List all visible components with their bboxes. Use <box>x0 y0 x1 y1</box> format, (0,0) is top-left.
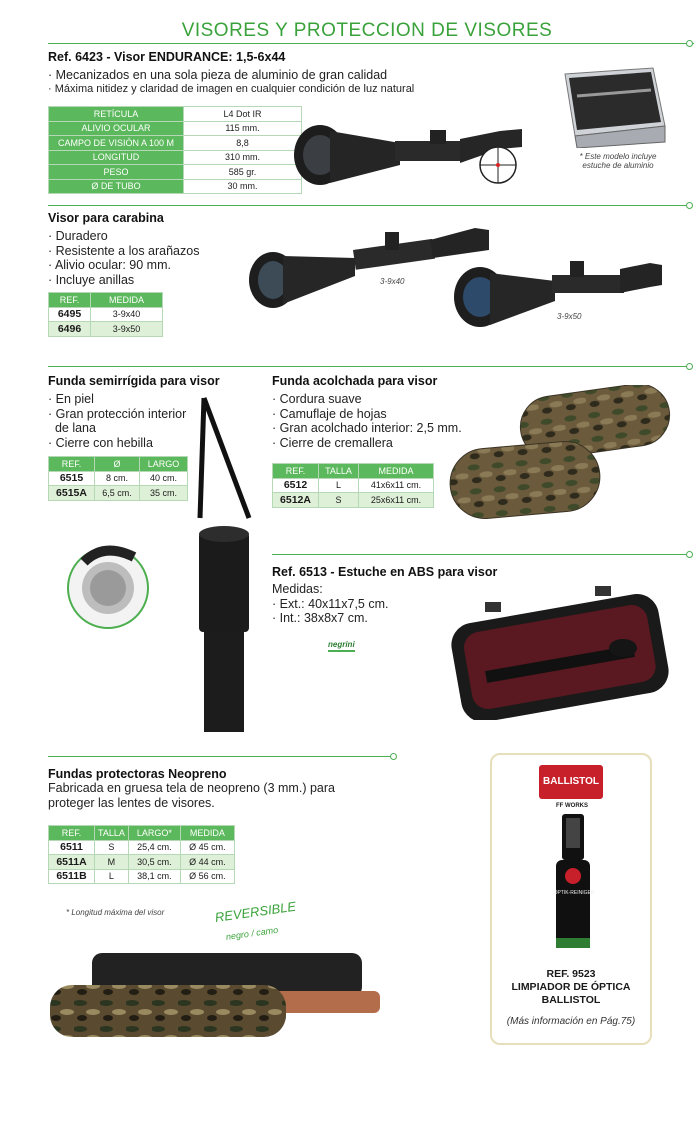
spec-value: 310 mm. <box>184 150 302 165</box>
spec-key: ALIVIO OCULAR <box>49 121 184 136</box>
cell-ref: 6515 <box>49 471 95 486</box>
section-abs-heading: Ref. 6513 - Estuche en ABS para visor <box>272 565 498 579</box>
col-header: REF. <box>49 826 95 841</box>
divider-dot <box>686 40 693 47</box>
bullet: · Máxima nitidez y claridad de imagen en cualquier condición de luz natural <box>48 82 415 95</box>
leather-case-image <box>64 392 264 742</box>
cell: 35 cm. <box>140 486 188 501</box>
col-header: MEDIDA <box>359 464 434 479</box>
cell-ref: 6496 <box>49 322 91 337</box>
cell: 25,4 cm. <box>128 840 180 855</box>
cell: Ø 56 cm. <box>180 869 234 884</box>
spec-value: 115 mm. <box>184 121 302 136</box>
spec-key: Ø DE TUBO <box>49 179 184 194</box>
table-row <box>273 493 434 508</box>
table-row <box>49 165 302 180</box>
bullet: · En piel <box>48 392 94 406</box>
table-row <box>49 150 302 165</box>
section-carabina-bullets <box>48 229 199 287</box>
spec-value: 585 gr. <box>184 165 302 180</box>
bullet: · Duradero <box>48 229 108 243</box>
cell-ref: 6511 <box>49 840 95 855</box>
bullet: · Camuflaje de hojas <box>272 406 387 421</box>
carabina-table <box>48 292 163 337</box>
spec-value: 30 mm. <box>184 179 302 194</box>
col-header: REF. <box>49 457 95 472</box>
cell-ref: 6512 <box>273 478 319 493</box>
cell-ref: 6511A <box>49 855 95 870</box>
section-divider <box>48 205 688 206</box>
col-header: Ø <box>95 457 140 472</box>
bullet: · Cierre con hebilla <box>48 435 153 450</box>
spec-value: 8,8 <box>184 136 302 151</box>
section-abs-bullets <box>272 582 388 626</box>
col-header: REF. <box>49 293 91 308</box>
reversible-label: REVERSIBLE <box>213 898 297 925</box>
col-header: LARGO <box>140 457 188 472</box>
table-row <box>49 869 235 884</box>
cell: 8 cm. <box>95 471 140 486</box>
divider-dot <box>686 202 693 209</box>
section-divider <box>48 366 688 367</box>
spec-key: LONGITUD <box>49 150 184 165</box>
cell: L <box>319 478 359 493</box>
cell: 41x6x11 cm. <box>359 478 434 493</box>
bullet: de lana <box>48 421 96 436</box>
cell: 3-9x50 <box>91 322 163 337</box>
neoprene-cover-image <box>48 945 388 1045</box>
divider-dot <box>686 551 693 558</box>
section-endurance-bullets <box>48 68 414 96</box>
ballistol-logo: BALLISTOL <box>539 765 603 799</box>
negrini-logo: negrini <box>328 640 355 652</box>
table-row <box>49 107 302 122</box>
title-divider <box>48 43 694 44</box>
endurance-scope-image <box>290 105 530 195</box>
section-neopreno-text <box>48 781 335 810</box>
section-carabina-heading: Visor para carabina <box>48 211 164 225</box>
spec-key: RETÍCULA <box>49 107 184 122</box>
cell: 40 cm. <box>140 471 188 486</box>
col-header: REF. <box>273 464 319 479</box>
bullet: · Mecanizados en una sola pieza de aluminio de gran calidad <box>48 68 388 82</box>
table-row <box>49 136 302 151</box>
bullet: Medidas: <box>272 582 323 596</box>
product-name: BALLISTOL <box>541 994 601 1006</box>
cell: Ø 44 cm. <box>180 855 234 870</box>
scope-3-9x50-image <box>450 255 665 340</box>
table-row <box>49 840 235 855</box>
spec-key: PESO <box>49 165 184 180</box>
table-header <box>49 826 235 841</box>
bullet: · Int.: 38x8x7 cm. <box>272 611 368 626</box>
product-name: LIMPIADOR DE ÓPTICA <box>511 981 631 993</box>
bullet: · Ext.: 40x11x7,5 cm. <box>272 596 389 611</box>
section-endurance-heading: Ref. 6423 - Visor ENDURANCE: 1,5-6x44 <box>48 50 286 64</box>
ballistol-text <box>492 968 650 1007</box>
ballistol-sub: FF WORKS <box>556 803 588 809</box>
table-row <box>49 121 302 136</box>
bullet: · Cordura suave <box>272 392 362 406</box>
endurance-spec-table <box>48 106 302 194</box>
section-semirrigida-heading: Funda semirrígida para visor <box>48 374 220 388</box>
cell: L <box>95 869 129 884</box>
reversible-sublabel: negro / camo <box>225 924 279 942</box>
neopreno-table <box>48 825 235 884</box>
aluminium-case-image <box>555 66 667 148</box>
table-row <box>49 322 163 337</box>
bottle-label: OPTIK-REINIGER <box>553 890 595 896</box>
section-divider <box>48 756 392 757</box>
camo-case-image <box>445 385 677 525</box>
table-row <box>49 307 163 322</box>
col-header: TALLA <box>319 464 359 479</box>
ballistol-bottle-image <box>548 812 598 952</box>
col-header: TALLA <box>95 826 129 841</box>
bullet: · Resistente a los arañazos <box>48 243 200 258</box>
table-header <box>273 464 434 479</box>
section-acolchada-bullets <box>272 392 462 450</box>
page-title: VISORES Y PROTECCION DE VISORES <box>181 20 553 41</box>
bullet: · Incluye anillas <box>48 272 135 287</box>
cell: 3-9x40 <box>91 307 163 322</box>
divider-dot <box>390 753 397 760</box>
product-ref: REF. 9523 <box>546 968 596 980</box>
table-header <box>49 293 163 308</box>
cell: 25x6x11 cm. <box>359 493 434 508</box>
cell: 30,5 cm. <box>128 855 180 870</box>
section-acolchada-heading: Funda acolchada para visor <box>272 374 438 388</box>
more-info-link: (Más información en Pág.75) <box>506 1016 636 1027</box>
cell: 38,1 cm. <box>128 869 180 884</box>
spec-key: CAMPO DE VISIÓN A 100 M <box>49 136 184 151</box>
section-divider <box>272 554 688 555</box>
cell-ref: 6515A <box>49 486 95 501</box>
paragraph-line: proteger las lentes de visores. <box>48 795 215 810</box>
bullet: · Cierre de cremallera <box>272 435 393 450</box>
length-note: * Longitud máxima del visor <box>66 908 165 917</box>
cell-ref: 6512A <box>273 493 319 508</box>
bullet: · Gran acolchado interior: 2,5 mm. <box>272 421 462 436</box>
cell-ref: 6495 <box>49 307 91 322</box>
cell: S <box>95 840 129 855</box>
acolchada-table <box>272 463 434 508</box>
table-row <box>49 179 302 194</box>
abs-case-image <box>445 580 677 720</box>
scope-label: 3-9x40 <box>380 277 405 286</box>
cell: S <box>319 493 359 508</box>
spec-value: L4 Dot IR <box>184 107 302 122</box>
cell-ref: 6511B <box>49 869 95 884</box>
cell: M <box>95 855 129 870</box>
case-note: * Este modelo incluye estuche de aluminio <box>579 152 657 170</box>
col-header: MEDIDA <box>91 293 163 308</box>
table-row <box>273 478 434 493</box>
table-row <box>49 855 235 870</box>
bullet: · Alivio ocular: 90 mm. <box>48 258 171 273</box>
bullet: · Gran protección interior <box>48 406 187 421</box>
col-header: LARGO* <box>128 826 180 841</box>
paragraph-line: Fabricada en gruesa tela de neopreno (3 mm.) para <box>48 781 335 795</box>
col-header: MEDIDA <box>180 826 234 841</box>
section-neopreno-heading: Fundas protectoras Neopreno <box>48 767 227 781</box>
cell: Ø 45 cm. <box>180 840 234 855</box>
cell: 6,5 cm. <box>95 486 140 501</box>
scope-label: 3-9x50 <box>557 312 582 321</box>
divider-dot <box>686 363 693 370</box>
